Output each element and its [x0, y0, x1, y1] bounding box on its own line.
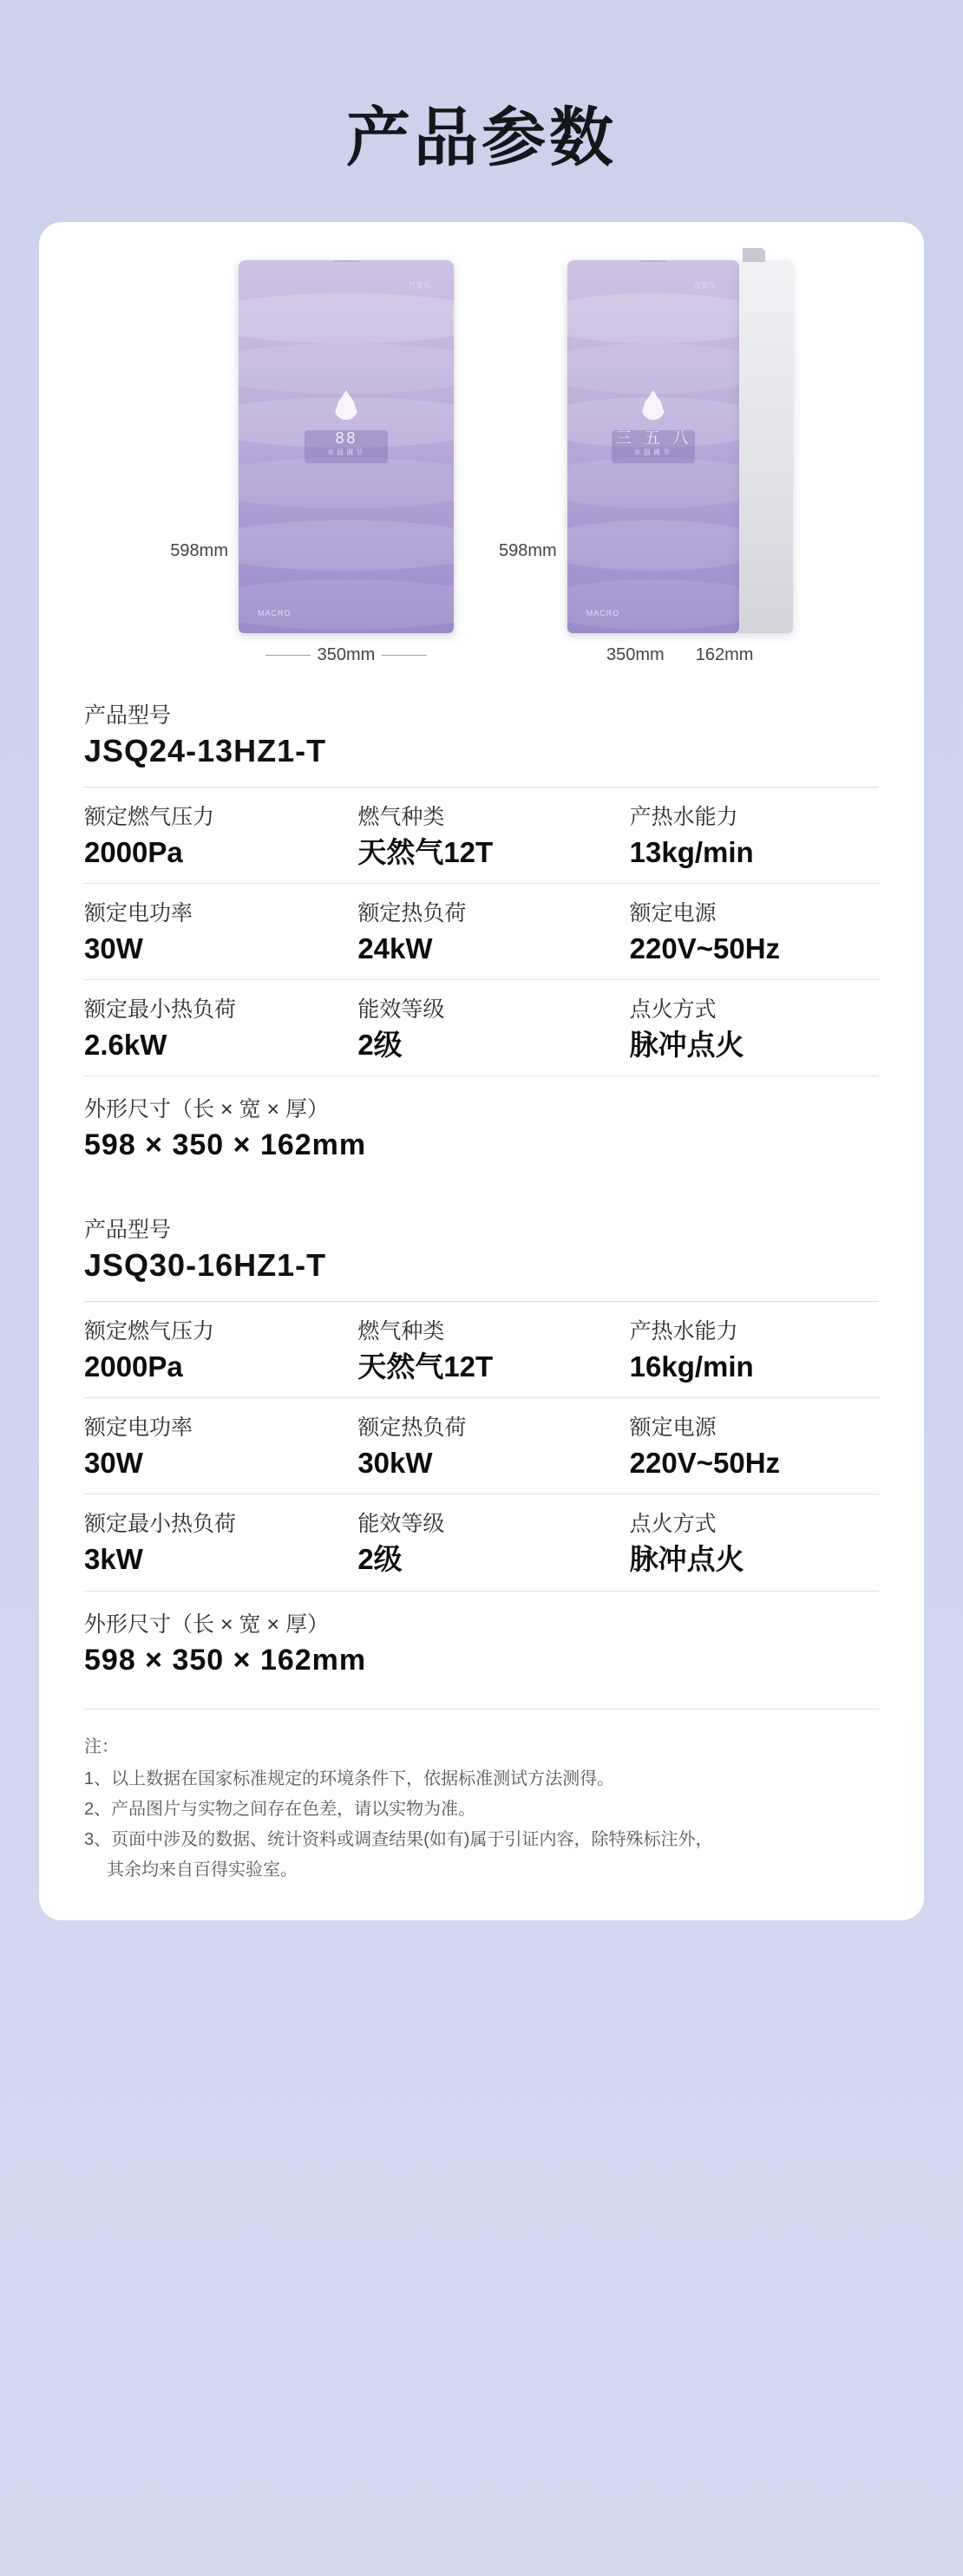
spec-key: 额定电源: [629, 1415, 717, 1441]
spec-value: 30W: [84, 932, 143, 964]
product-figure-2: [499, 260, 793, 665]
note-line: 3、页面中涉及的数据、统计资料或调查结果(如有)属于引证内容，除特殊标注外，: [84, 1829, 713, 1849]
brand-logo-top-1: 万家乐: [407, 281, 431, 290]
spec-value: 2.6kW: [84, 1028, 167, 1061]
vent-side-icon-2: [743, 248, 765, 262]
display-digits-1: 88: [335, 429, 357, 448]
product-1-size-row: [84, 1076, 879, 1167]
spec-cell: [349, 980, 613, 1076]
spec-cell: [84, 980, 349, 1076]
note-line: 2、产品图片与实物之间存在色差，请以实物为准。: [84, 1799, 476, 1819]
spec-value: 16kg/min: [629, 1350, 754, 1383]
spec-cell: [349, 1494, 613, 1591]
spec-cell: [349, 788, 613, 884]
product-1-model-label: 产品型号: [84, 703, 172, 728]
figure-2-width-dim: [599, 645, 671, 665]
spec-key: 能效等级: [357, 997, 445, 1023]
product-2-size-key: 外形尺寸（长 × 宽 × 厚）: [84, 1612, 329, 1637]
product-2-spec-grid: [84, 1302, 879, 1591]
spec-value: 天然气12T: [357, 1350, 494, 1383]
product-figure-1: [170, 260, 454, 665]
spec-key: 额定热负荷: [357, 901, 467, 926]
display-digits-2: 三 五 八: [615, 429, 691, 448]
spec-key: 额定电功率: [84, 901, 193, 926]
figure-1-width-label: 350mm: [317, 645, 376, 664]
water-heater-front-1: [239, 260, 454, 633]
vent-icon-1: [333, 260, 359, 262]
spec-cell: [614, 1494, 879, 1591]
spec-key: 燃气种类: [357, 805, 445, 829]
water-heater-front-2: [567, 260, 739, 633]
spec-cell: [84, 1494, 349, 1591]
spec-key: 额定燃气压力: [84, 805, 215, 829]
flame-icon-1: [335, 390, 357, 420]
figure-2-width-label: 350mm: [606, 645, 665, 664]
display-sub-2: 水温调节: [633, 448, 672, 456]
brand-mark-1: MACRO: [258, 609, 292, 618]
product-2-model-value: JSQ30-16HZ1-T: [84, 1247, 327, 1284]
spec-key: 额定电源: [629, 901, 717, 926]
spec-key: 额定电功率: [84, 1415, 193, 1441]
spec-cell: [614, 980, 879, 1076]
product-2-size-value: 598 × 350 × 162mm: [84, 1643, 367, 1677]
note-line: 1、以上数据在国家标准规定的环境条件下，依据标准测试方法测得。: [84, 1769, 615, 1788]
flame-icon-2: [642, 390, 665, 420]
control-display-2: [612, 430, 695, 463]
spec-key: 点火方式: [629, 1512, 717, 1537]
spec-value: 天然气12T: [357, 835, 494, 868]
figure-2-depth-dim: [689, 645, 761, 665]
figure-2-depth-label: 162mm: [695, 645, 754, 664]
spec-key: 能效等级: [357, 1512, 445, 1537]
notes-title: 注：: [84, 1736, 119, 1756]
spec-value: 220V~50Hz: [629, 1446, 781, 1479]
spec-key: 产热水能力: [629, 805, 738, 829]
figure-1-width-dim: [239, 645, 454, 665]
spec-cell: [84, 1302, 349, 1398]
figure-2-unit: [567, 260, 793, 665]
figure-1-unit: [239, 260, 454, 665]
product-1-model-row: [84, 683, 879, 775]
product-1-size-value: 598 × 350 × 162mm: [84, 1128, 367, 1162]
spec-key: 额定燃气压力: [84, 1319, 215, 1344]
water-heater-side-2: [739, 260, 793, 633]
vent-icon-2: [640, 260, 666, 262]
spec-cell: [614, 884, 879, 980]
figure-1-height-label: 598mm: [170, 541, 228, 560]
spec-value: 2000Pa: [84, 1350, 183, 1383]
spec-cell: [614, 1302, 879, 1398]
spec-value: 脉冲点火: [629, 1542, 744, 1575]
figure-2-height-label: 598mm: [499, 541, 557, 560]
brand-logo-top-2: 万家乐: [692, 281, 717, 290]
page-title: 产品参数: [346, 101, 617, 175]
spec-cell: [349, 1398, 613, 1494]
product-2-model-label: 产品型号: [84, 1218, 172, 1243]
notes-section: [84, 1709, 879, 1886]
spec-key: 额定最小热负荷: [84, 1512, 237, 1537]
spec-value: 30W: [84, 1446, 143, 1479]
product-figures: [39, 252, 924, 683]
spec-key: 点火方式: [629, 997, 717, 1023]
product-1-spec-grid: [84, 788, 879, 1076]
spec-key: 产热水能力: [629, 1319, 738, 1344]
display-sub-1: 水温调节: [327, 448, 365, 456]
spec-value: 24kW: [357, 932, 433, 964]
spec-value: 2级: [357, 1542, 403, 1575]
spec-key: 燃气种类: [357, 1319, 445, 1344]
spec-cell: [84, 788, 349, 884]
spec-value: 3kW: [84, 1542, 143, 1575]
spec-value: 30kW: [357, 1446, 433, 1479]
product-2-size-row: [84, 1592, 879, 1683]
spec-cell: [349, 884, 613, 980]
product-1-model-value: JSQ24-13HZ1-T: [84, 733, 327, 768]
note-line: 其余均来自百得实验室。: [107, 1860, 298, 1880]
spec-cell: [84, 1398, 349, 1494]
product-2-model-row: [84, 1197, 879, 1289]
spec-value: 2级: [357, 1028, 403, 1061]
spec-card: [39, 222, 924, 1920]
product-1-spec-block: [39, 683, 924, 1683]
brand-mark-2: MACRO: [586, 609, 620, 618]
spec-cell: [614, 1398, 879, 1494]
product-1-size-key: 外形尺寸（长 × 宽 × 厚）: [84, 1097, 329, 1122]
spec-cell: [84, 884, 349, 980]
spec-value: 2000Pa: [84, 835, 183, 868]
spec-key: 额定最小热负荷: [84, 997, 237, 1023]
spec-cell: [349, 1302, 613, 1398]
spec-value: 脉冲点火: [629, 1028, 744, 1061]
spec-cell: [614, 788, 879, 884]
spec-value: 220V~50Hz: [629, 932, 781, 964]
spec-value: 13kg/min: [629, 835, 754, 868]
control-display-1: [305, 430, 388, 463]
spec-key: 额定热负荷: [357, 1415, 467, 1441]
